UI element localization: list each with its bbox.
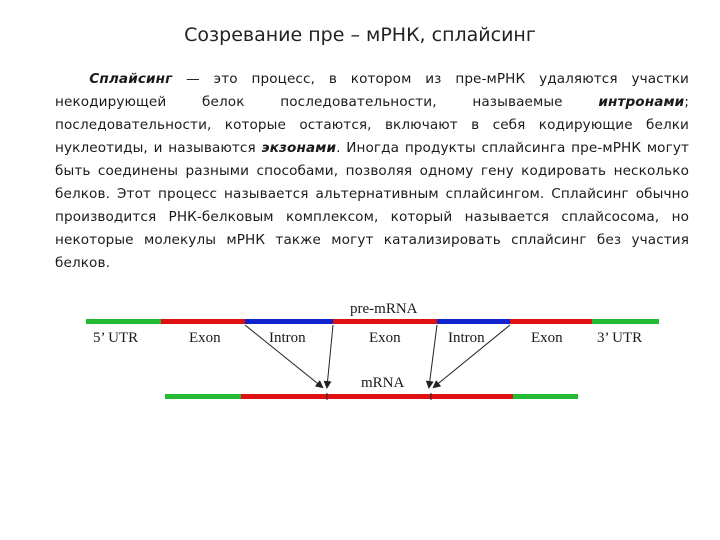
pre-mrna-utr3-segment [592,319,659,324]
splice-arrow-2 [327,325,333,387]
mrna-exon3-segment [431,394,513,399]
label-exon1: Exon [189,330,221,346]
paragraph-part-1: — это процесс, в котором из пре-мРНК удаляются участки некодирующей белок последовательности, называемые [55,71,689,110]
slide-title: Созревание пре – мРНК, сплайсинг [184,24,536,46]
pre-mrna-exon3-segment [510,319,592,324]
pre-mrna-strand [86,319,659,324]
pre-mrna-exon2-segment [333,319,437,324]
pre-mrna-intron1-segment [245,319,333,324]
label-intron1: Intron [269,330,306,346]
mrna-label: mRNA [361,375,405,391]
term-exons: экзонами [261,140,337,156]
mrna-strand [165,393,578,400]
mrna-exon2-segment [327,394,431,399]
term-splicing: Сплайсинг [89,71,173,87]
pre-mrna-intron2-segment [437,319,510,324]
splice-arrow-3 [429,325,437,387]
pre-mrna-utr5-segment [86,319,161,324]
label-utr3: 3’ UTR [597,330,643,346]
term-introns: интронами [598,94,685,110]
paragraph-part-2: ; последовательности, которые остаются, включают в себя кодирующие белки нуклеотиды, и называются [55,94,689,156]
label-utr5: 5’ UTR [93,330,139,346]
label-exon2: Exon [369,330,401,346]
pre-mrna-exon1-segment [161,319,245,324]
label-exon3: Exon [531,330,563,346]
mrna-exon1-segment [241,394,327,399]
mrna-utr3-segment [513,394,578,399]
paragraph-part-3: . Иногда продукты сплайсинга пре-мРНК могут быть соединены разными способами, позволяя одному гену кодировать несколько белков. Этот процесс называется альтернативным сплайсингом. Сплайсинг обычно производится РНК-белковым комплексом, который называется сплайсосома, но некоторые молекулы мРНК также могут катализировать сплайсинг без участия белков. [55,140,689,271]
label-intron2: Intron [448,330,485,346]
pre-mrna-label: pre-mRNA [350,301,418,317]
mrna-utr5-segment [165,394,241,399]
